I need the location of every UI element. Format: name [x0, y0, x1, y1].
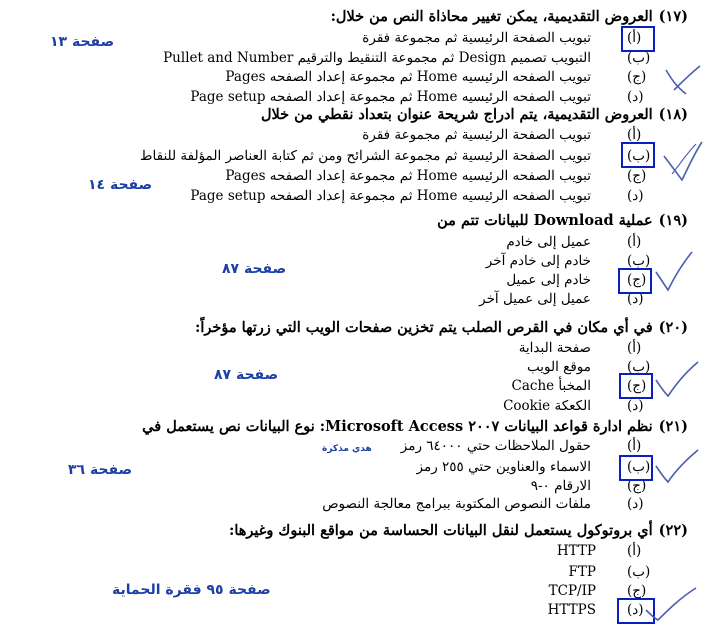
question-17: [331, 8, 688, 25]
question-text: في أي مكان في القرص الصلب يتم تخزين صفحات الويب التي زرتها مؤخراً:: [195, 319, 653, 336]
question-18: [261, 106, 688, 123]
page-reference-note: صفحة ٣٦: [68, 462, 133, 478]
option-19-a: عميل إلى خادم: [506, 234, 591, 250]
check-mark-icon: [660, 140, 704, 184]
option-letter: (د): [627, 291, 644, 307]
option-letter: (ب): [627, 459, 651, 475]
option-letter: (أ): [627, 340, 642, 356]
page-reference-note: صفحة ٨٧: [222, 261, 287, 277]
option-letter: (ج): [627, 272, 647, 288]
option-20-c: المخبأ Cache: [511, 378, 591, 394]
question-text: العروض التقديمية، يمكن تغيير محاذاة النص من خلال:: [330, 8, 653, 25]
option-18-a: تبويب الصفحة الرئيسية ثم مجموعة فقرة: [362, 127, 591, 143]
option-letter: (ج): [627, 478, 647, 494]
option-letter: (ج): [627, 378, 647, 394]
option-letter: (ج): [627, 69, 647, 85]
answer-box: [618, 268, 652, 294]
answer-box: [621, 26, 655, 52]
question-22: [229, 522, 688, 539]
page-reference-note: صفحة ١٣: [50, 34, 115, 50]
question-19: [437, 212, 688, 229]
answer-box: [619, 373, 653, 399]
option-17-d: تبويب الصفحه الرئيسيه Home ثم مجموعة إعداد الصفحه Page setup: [190, 89, 591, 105]
option-letter: (د): [627, 89, 644, 105]
option-19-c: خادم إلى عميل: [506, 272, 591, 288]
option-letter: (أ): [627, 234, 642, 250]
question-number: (٢١): [658, 418, 688, 435]
option-letter: (د): [627, 496, 644, 512]
check-mark-icon: [652, 360, 700, 400]
option-letter: (ج): [627, 583, 647, 599]
option-17-c: تبويب الصفحه الرئيسيه Home ثم مجموعة إعداد الصفحه Pages: [225, 69, 591, 85]
option-letter: (د): [627, 188, 644, 204]
handwritten-note: هدي مذكرة: [322, 444, 372, 454]
question-text: عملية Download للبيانات تتم من: [437, 212, 653, 229]
option-21-a: حقول الملاحظات حتي ٦٤٠٠٠ رمز: [400, 438, 591, 454]
question-text: أي بروتوكول يستعمل لنقل البيانات الحساسة من مواقع البنوك وغيرها:: [228, 522, 653, 539]
option-22-b: FTP: [568, 564, 596, 580]
option-letter: (أ): [627, 438, 642, 454]
question-number: (٢٢): [658, 522, 688, 539]
option-21-b: الاسماء والعناوين حتي ٢٥٥ رمز: [416, 459, 591, 475]
question-number: (٢٠): [658, 319, 688, 336]
question-21: [142, 418, 688, 435]
page-reference-note: صفحة ١٤: [88, 177, 153, 193]
option-20-b: موقع الويب: [527, 359, 591, 375]
option-letter: (د): [627, 398, 644, 414]
option-22-d: HTTPS: [547, 602, 596, 618]
option-18-c: تبويب الصفحه الرئيسيه Home ثم مجموعة إعداد الصفحه Pages: [225, 168, 591, 184]
check-mark-icon: [652, 448, 700, 488]
check-mark-icon: [660, 60, 704, 100]
option-18-d: تبويب الصفحه الرئيسيه Home ثم مجموعة إعداد الصفحه Page setup: [190, 188, 591, 204]
question-text: نظم ادارة قواعد البيانات ٢٠٠٧ Microsoft Access: نوع البيانات نص يستعمل في: [142, 418, 653, 435]
check-mark-icon: [644, 586, 698, 626]
option-22-a: HTTP: [556, 543, 596, 559]
question-number: (١٧): [658, 8, 688, 25]
answer-box: [621, 142, 655, 168]
option-20-a: صفحة البداية: [518, 340, 591, 356]
option-19-d: عميل إلى عميل آخر: [479, 291, 591, 307]
option-19-b: خادم إلى خادم آخر: [485, 253, 591, 269]
check-mark-icon: [652, 250, 696, 294]
answer-box: [619, 455, 653, 481]
option-letter: (ب): [627, 50, 651, 66]
option-letter: (ب): [627, 253, 651, 269]
option-22-c: TCP/IP: [548, 583, 596, 599]
option-letter: (ب): [627, 359, 651, 375]
option-letter: (أ): [627, 127, 642, 143]
page-reference-note: صفحة ٨٧: [214, 367, 279, 383]
option-letter: (ب): [627, 564, 651, 580]
question-text: العروض التقديمية، يتم ادراج شريحة عنوان بتعداد نقطي من خلال: [260, 106, 653, 123]
option-21-d: ملفات النصوص المكتوبة ببرامج معالجة النصوص: [322, 496, 591, 512]
option-letter: (أ): [627, 543, 642, 559]
option-17-a: تبويب الصفحة الرئيسية ثم مجموعة فقرة: [362, 30, 591, 46]
question-number: (١٩): [658, 212, 688, 229]
option-20-d: الكعكة Cookie: [503, 398, 591, 414]
page-reference-note: صفحة ٩٥ فقرة الحماية: [112, 582, 271, 598]
option-17-b: التبويب تصميم Design ثم مجموعة التنقيط والترقيم Pullet and Number: [163, 50, 591, 66]
option-18-b: تبويب الصفحة الرئيسية ثم مجموعة الشرائح ومن ثم كتابة العناصر المؤلفة للنقاط: [140, 148, 591, 164]
option-letter: (أ): [627, 30, 642, 46]
option-21-c: الارقام ٠-٩: [530, 478, 591, 494]
option-letter: (ج): [627, 168, 647, 184]
question-20: [195, 319, 688, 336]
option-letter: (ب): [627, 148, 651, 164]
option-letter: (د): [627, 602, 644, 618]
question-number: (١٨): [658, 106, 688, 123]
